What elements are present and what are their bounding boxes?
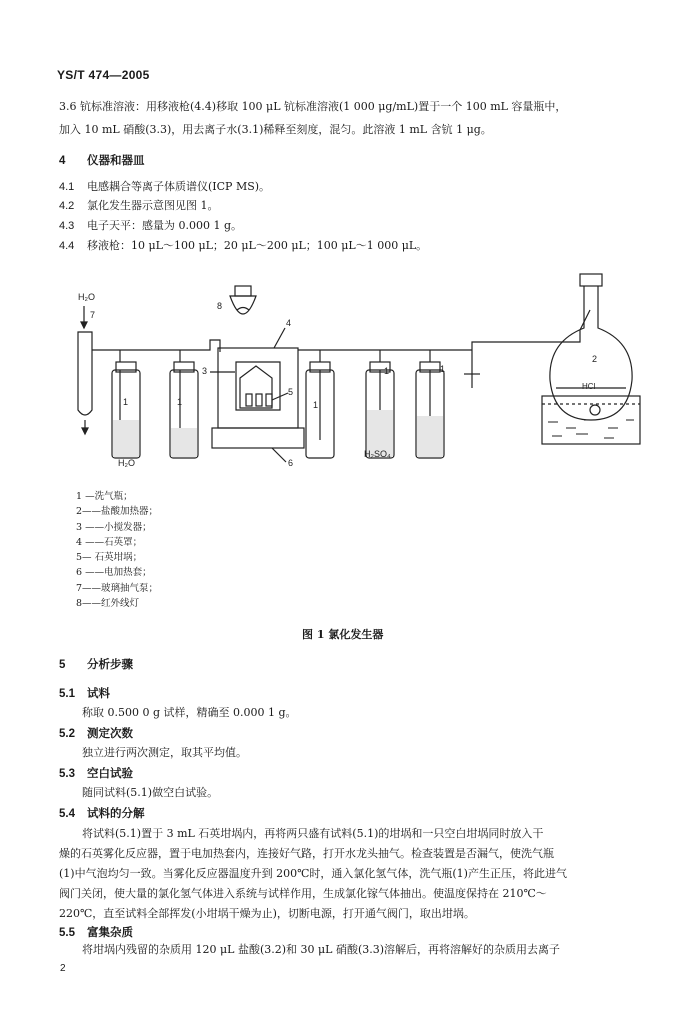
section-4-number: 4 bbox=[59, 155, 66, 167]
item-4-1 bbox=[59, 179, 270, 195]
section-5-3-number: 5.3 bbox=[59, 768, 75, 780]
legend-item-2: 2——盐酸加热器； bbox=[76, 506, 159, 518]
label-8: 8 bbox=[217, 301, 223, 311]
figure-caption: 图 1 氯化发生器 bbox=[302, 628, 384, 641]
wash-bottle-5-liquid bbox=[417, 416, 443, 457]
section-5-4-line1: 将试料(5.1)置于 3 mL 石英坩埚内，再将两只盛有试料(5.1)的坩埚和一只空白坩埚同时放入干 bbox=[82, 827, 544, 840]
section-5-3-title: 空白试验 bbox=[87, 766, 133, 780]
section-5-3-heading bbox=[59, 765, 133, 781]
section-5-4-number: 5.4 bbox=[59, 808, 75, 820]
item-4-1-text: 电感耦合等离子体质谱仪(ICP MS)。 bbox=[87, 180, 271, 193]
section-5-5-number: 5.5 bbox=[59, 927, 75, 939]
item-4-4-number: 4.4 bbox=[59, 240, 75, 252]
label-h2o-out: H₂O bbox=[118, 458, 135, 468]
legend-item-1: 1 —洗气瓶； bbox=[76, 491, 133, 502]
label-4-leader bbox=[274, 328, 285, 348]
section-5-2-heading bbox=[59, 725, 133, 741]
label-6: 6 bbox=[288, 458, 294, 468]
item-4-3 bbox=[59, 218, 242, 234]
section-5-5-title: 富集杂质 bbox=[87, 925, 133, 939]
bath-liquid-pattern bbox=[548, 420, 634, 438]
ir-lamp-bulb bbox=[230, 296, 256, 314]
water-inlet-arrow bbox=[81, 322, 87, 328]
ir-lamp-filament bbox=[237, 308, 249, 311]
stirrer-bead bbox=[590, 405, 600, 415]
hcl-flask bbox=[550, 286, 632, 420]
section-5-4-line4: 阀门关闭，使大量的氯化氢气体进入系统与试样作用，生成氯化镓气体抽出。使温度保持在 210℃～ bbox=[59, 887, 547, 900]
heating-mantle bbox=[212, 428, 304, 448]
gas-tube-left bbox=[92, 340, 220, 362]
crucible-3 bbox=[266, 394, 272, 406]
label-h2o-in: H₂O bbox=[78, 292, 95, 302]
section-5-2-text: 独立进行两次测定，取其平均值。 bbox=[82, 746, 247, 759]
legend-item-7: 7——玻璃抽气泵； bbox=[76, 582, 159, 594]
section-5-1-heading bbox=[59, 685, 110, 701]
section-5-2-title: 测定次数 bbox=[87, 726, 133, 740]
crucible-2 bbox=[256, 394, 262, 406]
gas-tube-right bbox=[298, 310, 590, 370]
para-3-6-line2: 加入 10 mL 硝酸(3.3)，用去离子水(3.1)稀释至刻度，混匀。此溶液 1 mL 含钪 1 μg。 bbox=[59, 123, 492, 136]
section-5-5-heading bbox=[59, 924, 133, 940]
label-3: 3 bbox=[202, 366, 208, 376]
legend-item-3: 3 ——小搅发器； bbox=[76, 521, 152, 533]
quartz-cover bbox=[236, 362, 280, 410]
legend-item-5: 5— 石英坩埚； bbox=[76, 552, 143, 564]
label-1a: 1 bbox=[123, 397, 129, 407]
item-4-3-text: 电子天平：感量为 0.000 1 g。 bbox=[87, 219, 243, 232]
ir-lamp-base bbox=[235, 286, 251, 296]
item-4-2-text: 氯化发生器示意图见图 1。 bbox=[87, 199, 219, 212]
water-outlet-arrow bbox=[82, 428, 88, 434]
section-5-4-line3: (1)中气泡均匀一致。当雾化反应器温度升到 200℃时，通入氯化氢气体，洗气瓶(1)产生正压，将此进气 bbox=[59, 867, 567, 880]
section-4-title: 仪器和器皿 bbox=[87, 153, 145, 167]
section-5-4-heading bbox=[59, 805, 145, 821]
item-4-1-number: 4.1 bbox=[59, 181, 75, 193]
section-5-4-title: 试料的分解 bbox=[87, 806, 145, 820]
glass-pump bbox=[78, 332, 92, 415]
label-hcl: HCl bbox=[582, 382, 596, 391]
label-6-leader bbox=[272, 448, 286, 462]
section-5-4-line2: 燥的石英雾化反应器，置于电加热套内，连接好气路，打开水龙头抽气。检查装置是否漏气，使洗气瓶 bbox=[59, 847, 554, 860]
label-7: 7 bbox=[90, 310, 96, 320]
mantle-frame bbox=[218, 348, 298, 428]
label-1e: 1 bbox=[440, 364, 446, 374]
section-5-1-text: 称取 0.500 0 g 试样，精确至 0.000 1 g。 bbox=[82, 706, 297, 719]
section-5-1-title: 试料 bbox=[87, 686, 110, 700]
item-4-4 bbox=[59, 238, 427, 254]
item-4-3-number: 4.3 bbox=[59, 220, 75, 232]
wash-bottle-1-liquid bbox=[113, 420, 139, 457]
page-number: 2 bbox=[60, 963, 66, 974]
legend-item-8: 8——红外线灯 bbox=[76, 598, 140, 610]
label-4: 4 bbox=[286, 318, 292, 328]
para-3-6-line1: 3.6 钪标准溶液：用移液枪(4.4)移取 100 μL 钪标准溶液(1 000 μg/mL)置于一个 100 mL 容量瓶中， bbox=[59, 100, 567, 113]
item-4-2-number: 4.2 bbox=[59, 200, 75, 212]
standard-code: YS/T 474—2005 bbox=[57, 68, 150, 82]
item-4-4-text: 移液枪：10 μL～100 μL；20 μL～200 μL；100 μL～1 000 μL。 bbox=[87, 239, 428, 252]
legend-item-6: 6 ——电加热套； bbox=[76, 567, 152, 579]
section-5-1-number: 5.1 bbox=[59, 688, 75, 700]
chlorination-apparatus-diagram bbox=[60, 270, 660, 485]
item-4-2 bbox=[59, 198, 219, 214]
section-5-5-line1: 将坩埚内残留的杂质用 120 μL 盐酸(3.2)和 30 μL 硝酸(3.3)溶解后，再将溶解好的杂质用去离子 bbox=[82, 943, 561, 956]
legend-item-4: 4 ——石英罩； bbox=[76, 536, 143, 548]
section-5-number: 5 bbox=[59, 659, 66, 671]
section-5-4-line5: 220℃，直至试料全部挥发(小坩埚干燥为止)，切断电源，打开通气阀门，取出坩埚。 bbox=[59, 907, 475, 920]
label-5: 5 bbox=[288, 387, 294, 397]
label-2: 2 bbox=[592, 354, 598, 364]
label-1b: 1 bbox=[177, 397, 183, 407]
flask-stopper bbox=[580, 274, 602, 286]
label-1d: 1 bbox=[384, 366, 390, 376]
label-1c: 1 bbox=[313, 400, 319, 410]
section-5-3-text: 随同试料(5.1)做空白试验。 bbox=[82, 786, 219, 799]
figure-legend bbox=[76, 489, 158, 611]
section-5-2-number: 5.2 bbox=[59, 728, 75, 740]
section-4-heading bbox=[59, 152, 145, 168]
section-5-title: 分析步骤 bbox=[87, 657, 133, 671]
section-5-heading bbox=[59, 656, 133, 672]
crucible-1 bbox=[246, 394, 252, 406]
wash-bottle-2-liquid bbox=[171, 428, 197, 457]
label-h2so4: H₂SO₄ bbox=[364, 449, 391, 459]
